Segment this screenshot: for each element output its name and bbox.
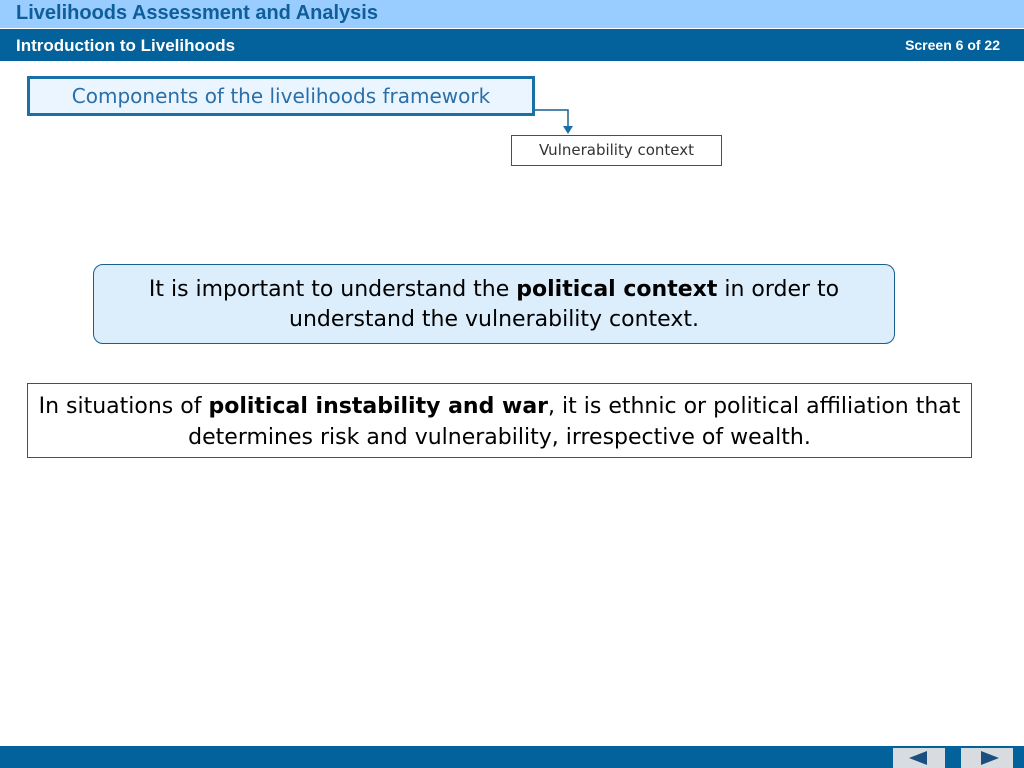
module-title: Introduction to Livelihoods [16, 36, 236, 55]
callout-text-end: in order to understand the vulnerability context. [289, 277, 840, 332]
vulnerability-context-box: Vulnerability context [511, 135, 722, 166]
statement-text-start: In situations of [38, 394, 209, 419]
triangle-left-icon [893, 748, 945, 768]
previous-screen-button[interactable] [893, 748, 945, 768]
callout-emphasis: political context [516, 277, 718, 302]
module-header-bar [0, 29, 1024, 61]
statement-emphasis: political instability and war [208, 394, 549, 419]
course-header-bar [0, 0, 1024, 28]
callout-text-start: It is important to understand the [148, 277, 517, 302]
statement-text-end: , it is ethnic or political affiliation that determines risk and vulnerability, irrespective of wealth. [188, 394, 961, 450]
framework-heading: Components of the livelihoods framework [27, 76, 535, 116]
instability-statement-box [27, 383, 972, 458]
footer-bar [0, 746, 1024, 768]
screen-counter: Screen 6 of 22 [905, 37, 1000, 53]
triangle-right-icon [961, 748, 1013, 768]
course-title: Livelihoods Assessment and Analysis [16, 2, 378, 24]
next-screen-button[interactable] [961, 748, 1013, 768]
political-context-callout [93, 264, 895, 344]
